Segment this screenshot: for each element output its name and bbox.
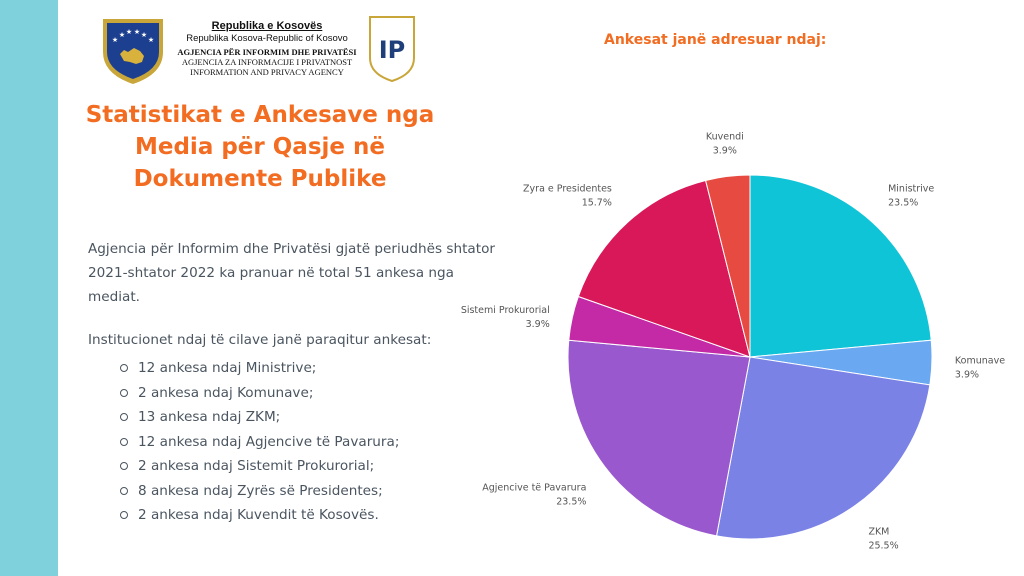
- kosovo-coat-of-arms-icon: [100, 16, 166, 86]
- slice-percent-agjencive-te-pavarura: 23.5%: [556, 496, 587, 508]
- bullet-icon: [120, 389, 128, 397]
- list-item: [120, 479, 399, 504]
- bullet-icon: [120, 413, 128, 421]
- bullet-icon: [120, 511, 128, 519]
- slice-percent-zkm: 25.5%: [868, 540, 899, 552]
- agency-name-serbian: AGJENCIA ZA INFORMACIJE I PRIVATNOST: [181, 57, 353, 67]
- chart-title: Ankesat janë adresuar ndaj:: [604, 32, 827, 48]
- ip-agency-logo-icon: [366, 14, 418, 84]
- list-item: [120, 405, 399, 430]
- list-item: [120, 503, 399, 528]
- list-item-text: 12 ankesa ndaj Ministrive;: [138, 360, 317, 377]
- bullet-icon: [120, 462, 128, 470]
- page-title: Statistikat e Ankesave nga Media për Qasje në Dokumente Publike: [85, 102, 435, 192]
- slice-percent-sistemi-prokurorial: 3.9%: [525, 319, 550, 331]
- agency-name-english: INFORMATION AND PRIVACY AGENCY: [190, 67, 344, 77]
- republic-name-albanian: Republika e Kosovës: [211, 20, 323, 32]
- list-item-text: 2 ankesa ndaj Sistemit Prokurorial;: [138, 458, 375, 475]
- agency-name-block: [172, 20, 362, 77]
- list-item-text: 2 ankesa ndaj Kuvendit të Kosovës.: [138, 507, 379, 524]
- svg-text:★: ★: [133, 28, 141, 36]
- list-item-text: 2 ankesa ndaj Komunave;: [138, 384, 314, 401]
- slice-percent-kuvendi: 3.9%: [712, 145, 737, 157]
- svg-text:★: ★: [147, 36, 155, 44]
- list-item-text: 12 ankesa ndaj Agjencive të Pavarura;: [138, 433, 400, 450]
- list-item: [120, 430, 399, 455]
- svg-text:★: ★: [140, 31, 148, 39]
- bullet-icon: [120, 487, 128, 495]
- pie-slice-zkm: [717, 357, 930, 539]
- slice-label-agjencive-te-pavarura: Agjencive të Pavarura: [482, 482, 587, 494]
- agency-header: [100, 14, 430, 86]
- slice-label-ministrive: Ministrive: [888, 183, 935, 195]
- slice-percent-komunave: 3.9%: [954, 369, 980, 381]
- slice-label-zkm: ZKM: [868, 526, 890, 538]
- svg-text:★: ★: [125, 28, 133, 36]
- institutions-heading: Institucionet ndaj të cilave janë paraqitur ankesat:: [88, 332, 432, 348]
- slice-label-kuvendi: Kuvendi: [705, 131, 744, 143]
- slice-percent-zyra-e-presidentes: 15.7%: [581, 197, 612, 209]
- svg-text:★: ★: [111, 36, 119, 44]
- list-item-text: 8 ankesa ndaj Zyrës së Presidentes;: [138, 482, 383, 499]
- institutions-list: [120, 356, 399, 528]
- pie-chart: [440, 120, 1024, 576]
- republic-name-serbian-english: Republika Kosova-Republic of Kosovo: [186, 33, 348, 44]
- list-item-text: 13 ankesa ndaj ZKM;: [138, 409, 281, 426]
- slice-label-zyra-e-presidentes: Zyra e Presidentes: [523, 183, 612, 195]
- bullet-icon: [120, 364, 128, 372]
- intro-paragraph: Agjencia për Informim dhe Privatësi gjatë periudhës shtator 2021-shtator 2022 ka pranuar në total 51 ankesa nga mediat.: [88, 241, 495, 305]
- svg-text:★: ★: [118, 31, 126, 39]
- list-item: [120, 454, 399, 479]
- bullet-icon: [120, 438, 128, 446]
- list-item: [120, 356, 399, 381]
- agency-name-albanian: AGJENCIA PËR INFORMIM DHE PRIVATËSI: [177, 47, 357, 57]
- slice-percent-ministrive: 23.5%: [888, 197, 919, 209]
- slice-label-komunave: Komunave: [954, 355, 1006, 367]
- list-item: [120, 381, 399, 406]
- slice-label-sistemi-prokurorial: Sistemi Prokurorial: [460, 305, 550, 317]
- side-accent-strip: [0, 0, 58, 576]
- ip-logo-text: IP: [378, 36, 406, 64]
